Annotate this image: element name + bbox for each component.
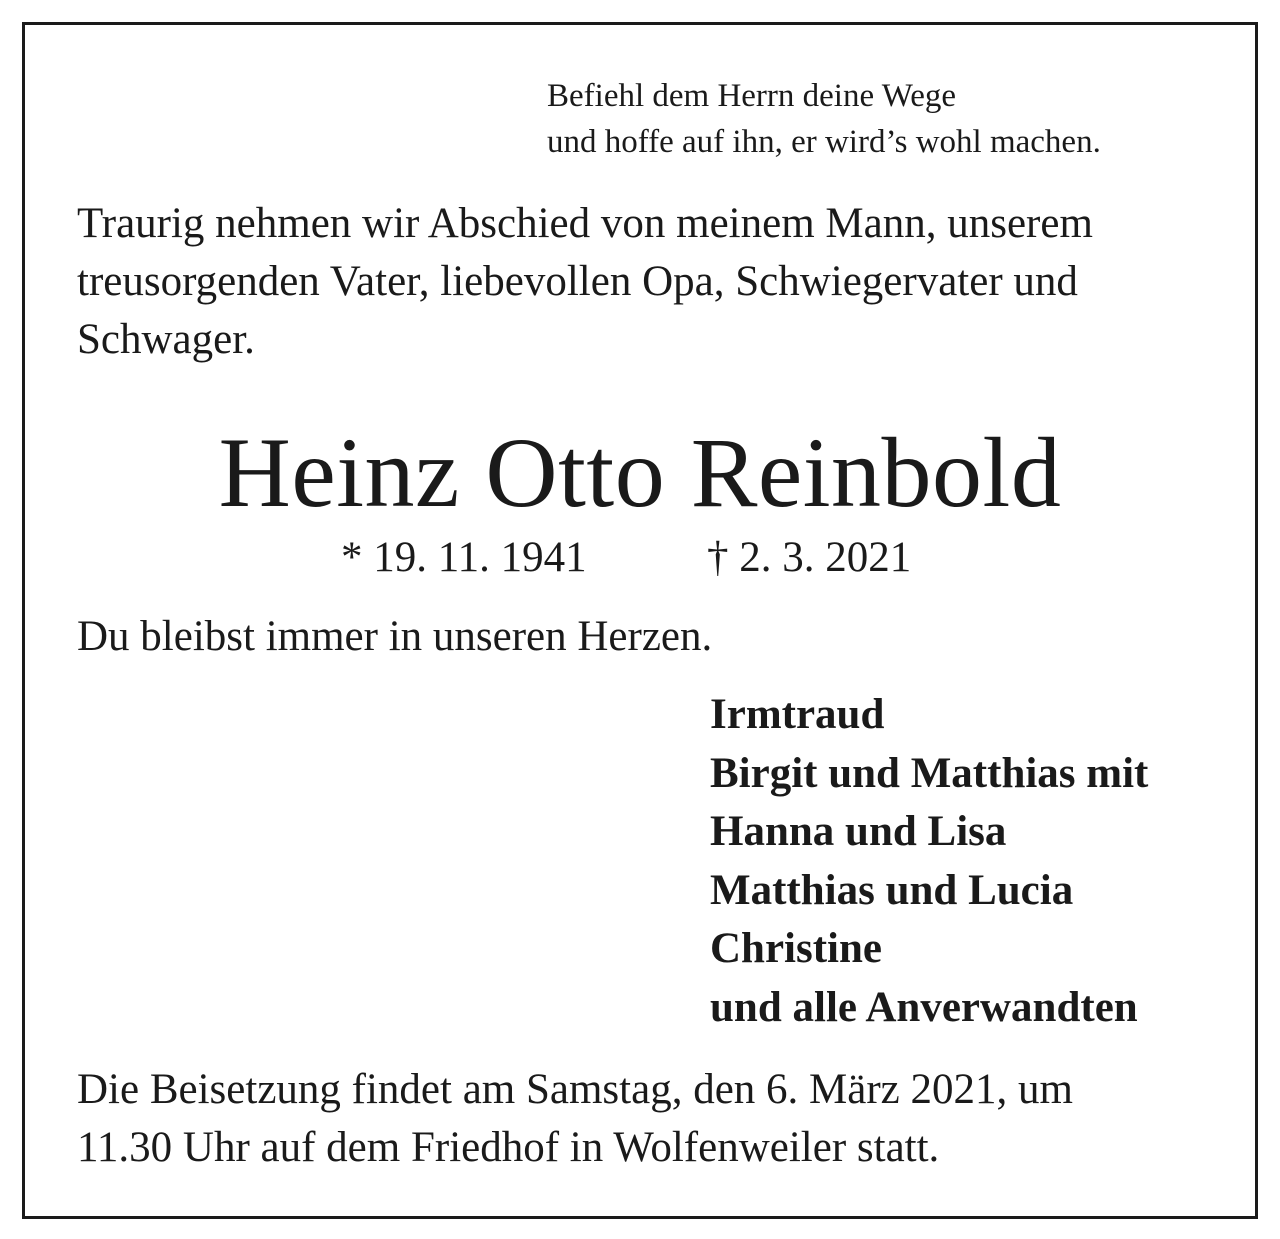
verse-line: und hoffe auf ihn, er wird’s wohl machen. xyxy=(547,124,1101,160)
verse-line: Befiehl dem Herrn deine Wege xyxy=(547,78,957,114)
family-line: Matthias und Lucia xyxy=(710,866,1074,914)
burial-info xyxy=(77,1061,1073,1177)
intro-line: Schwager. xyxy=(77,316,255,363)
family-signatures xyxy=(710,686,1148,1038)
family-line: Christine xyxy=(710,925,882,973)
family-line: Hanna und Lisa xyxy=(710,808,1007,856)
burial-line: 11.30 Uhr auf dem Friedhof in Wolfenweiler statt. xyxy=(77,1124,940,1171)
death-date: † 2. 3. 2021 xyxy=(707,534,912,581)
burial-line: Die Beisetzung findet am Samstag, den 6. März 2021, um xyxy=(77,1066,1073,1113)
deceased-name: Heinz Otto Reinbold xyxy=(218,417,1062,528)
intro-text xyxy=(77,195,1093,369)
intro-line: Traurig nehmen wir Abschied von meinem Mann, unserem xyxy=(77,200,1093,247)
obituary-notice xyxy=(22,22,1258,1219)
family-line: Irmtraud xyxy=(710,691,885,738)
intro-line: treusorgenden Vater, liebevollen Opa, Schwiegervater und xyxy=(77,258,1078,305)
motto-text: Du bleibst immer in unseren Herzen. xyxy=(77,613,713,660)
birth-date: * 19. 11. 1941 xyxy=(341,534,587,581)
family-line: und alle Anverwandten xyxy=(710,983,1138,1031)
bible-verse xyxy=(547,73,1101,165)
family-line: Birgit und Matthias mit xyxy=(710,749,1149,797)
